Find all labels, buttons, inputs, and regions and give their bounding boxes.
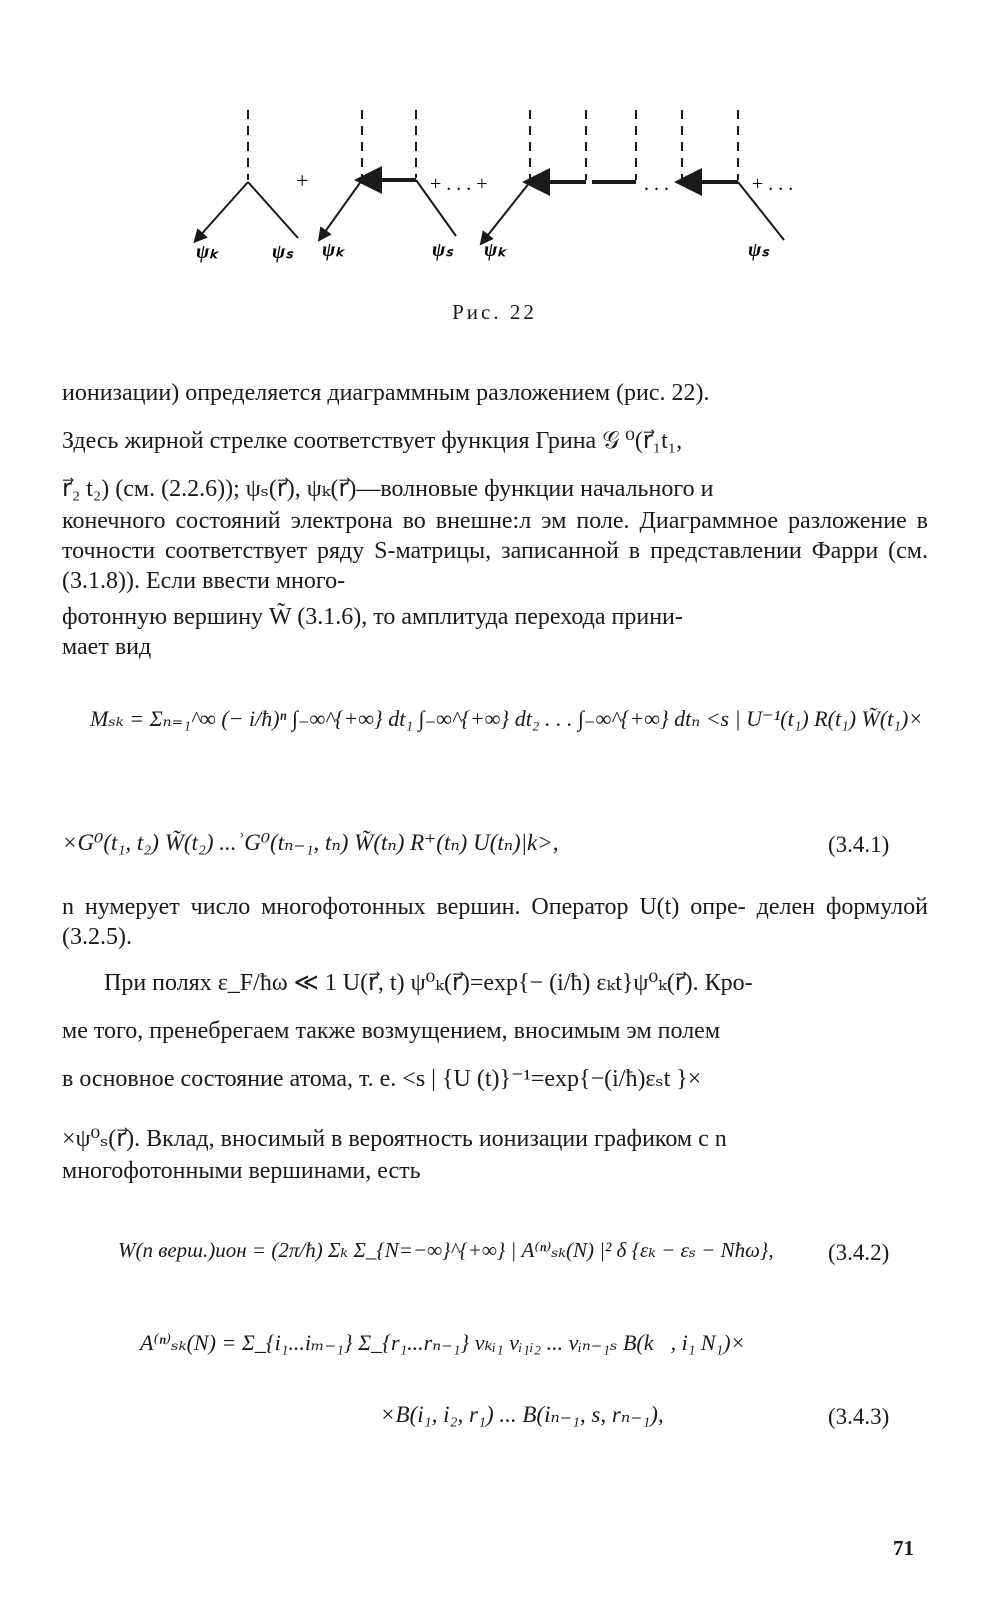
paragraph: конечного состояний электрона во внешне:л эм поле. Диаграммное разложение в точности соответствует ряду S-матрицы, записанной в представлении Фарри (см. (3.1.8)). Если ввести много- xyxy=(62,508,928,594)
equation-number: (3.4.2) xyxy=(828,1240,890,1265)
label-psi-k: ψₖ xyxy=(322,239,344,261)
label-psi-s: ψₛ xyxy=(748,239,769,261)
label-psi-k: ψₖ xyxy=(484,239,506,261)
text-line: ×ψ⁰ₛ(r⃗). Вклад, вносимый в вероятность ионизации графиком с n xyxy=(62,1126,727,1152)
plus-sign: + xyxy=(296,168,309,193)
feynman-diagram xyxy=(0,100,989,270)
plus-dots-end: + . . . xyxy=(752,173,794,195)
dots-sign: . . . xyxy=(644,173,669,195)
label-psi-k: ψₖ xyxy=(196,241,218,263)
text-line: мает вид xyxy=(62,634,152,660)
equation-3-4-3-line2: ×B(i₁, i₂, r₁) ... B(iₙ₋₁, s, rₙ₋₁), xyxy=(380,1402,664,1427)
electron-line-out xyxy=(248,182,298,238)
label-psi-s: ψₛ xyxy=(272,241,293,263)
plus-dots-sign: + . . . + xyxy=(430,173,488,195)
page-number: 71 xyxy=(893,1536,914,1560)
electron-line-in xyxy=(484,182,530,240)
electron-line-in xyxy=(198,182,248,238)
paragraph: n нумерует число многофотонных вершин. Оператор U(t) опре- делен формулой (3.2.5). xyxy=(62,894,928,950)
text-line: фотонную вершину W̃ (3.1.6), то амплитуда перехода прини- xyxy=(62,604,683,630)
text-line: При полях ε_F/ħω ≪ 1 U(r⃗, t) ψ⁰ₖ(r⃗)=exp{− (i/ħ) εₖt}ψ⁰ₖ(r⃗). Кро- xyxy=(104,970,753,996)
equation-3-4-1-line2: ×G⁰(t₁, t₂) W̃(t₂) ...ʾG⁰(tₙ₋₁, tₙ) W̃(tₙ) R⁺(tₙ) U(tₙ)|k>, xyxy=(62,830,559,855)
equation-3-4-1-line1: Mₛₖ = Σₙ₌₁^∞ (− i/ħ)ⁿ ∫₋∞^{+∞} dt₁ ∫₋∞^{+∞} dt₂ . . . ∫₋∞^{+∞} dtₙ <s | U⁻¹(t₁) R(t₁) W̃(t₁)× xyxy=(90,706,924,731)
text-line: в основное состояние атома, т. е. <s | {U (t)}⁻¹=exp{−(i/ħ)εₛt }× xyxy=(62,1066,702,1092)
equation-number: (3.4.1) xyxy=(828,832,890,857)
text-line: ионизации) определяется диаграммным разложением (рис. 22). xyxy=(62,380,710,406)
figure-caption: Рис. 22 xyxy=(452,300,537,324)
text-line: r⃗₂ t₂) (см. (2.2.6)); ψₛ(r⃗), ψₖ(r⃗)—волновые функции начального и xyxy=(62,476,714,502)
text-line: Здесь жирной стрелке соответствует функция Грина 𝒢 ⁰(r⃗₁t₁, xyxy=(62,428,683,454)
label-psi-s: ψₛ xyxy=(432,239,453,261)
equation-3-4-3-line1: A⁽ⁿ⁾ₛₖ(N) = Σ_{i₁...iₘ₋₁} Σ_{r₁...rₙ₋₁} vₖᵢ₁ vᵢ₁ᵢ₂ ... vᵢₙ₋₁ₛ B(k⃗, i₁ N₁)× xyxy=(140,1330,746,1355)
equation-3-4-2: W(n верш.)ион = (2π/ħ) Σₖ Σ_{N=−∞}^{+∞} | A⁽ⁿ⁾ₛₖ(N) |² δ {εₖ − εₛ − Nħω}, xyxy=(118,1238,774,1262)
text-line: ме того, пренебрегаем также возмущением, вносимым эм полем xyxy=(62,1018,721,1044)
electron-line-in xyxy=(322,180,362,236)
text-line: многофотонными вершинами, есть xyxy=(62,1158,421,1184)
equation-number: (3.4.3) xyxy=(828,1404,890,1429)
